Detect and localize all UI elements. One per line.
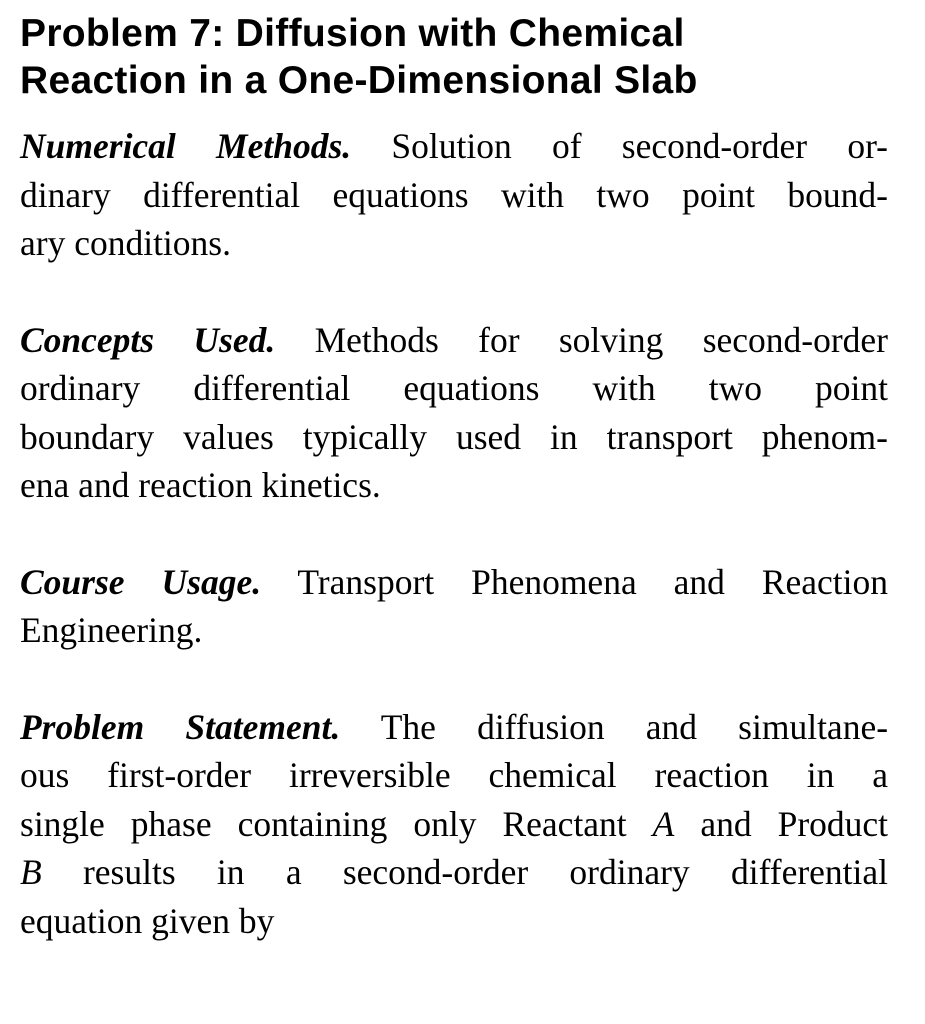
problem-statement-line-5: equation given by	[20, 900, 275, 941]
course-usage-line-1: Transport Phenomena and Reaction	[297, 561, 888, 602]
problem-statement-paragraph	[20, 703, 888, 946]
problem-title-line-2: Reaction in a One-Dimensional Slab	[20, 59, 698, 102]
problem-statement-heading: Problem Statement.	[20, 706, 341, 747]
concepts-used-line-2: ordinary differential equations with two point	[20, 368, 888, 408]
concepts-used-line-3: boundary values typically used in transport phenom-	[20, 416, 888, 457]
course-usage-line-2: Engineering.	[20, 610, 203, 650]
problem-statement-line-1: The diffusion and simultane-	[380, 706, 889, 747]
concepts-used-paragraph	[20, 316, 888, 510]
problem-statement-line-3a: single phase containing only Reactant	[20, 803, 627, 844]
numerical-methods-heading: Numerical Methods.	[20, 126, 352, 166]
numerical-methods-line-3: ary conditions.	[20, 223, 231, 263]
numerical-methods-line-1: Solution of second-order or-	[391, 126, 889, 166]
concepts-used-line-1: Methods for solving second-order	[314, 319, 888, 360]
concepts-used-heading: Concepts Used.	[20, 319, 276, 360]
course-usage-paragraph	[20, 558, 888, 655]
concepts-used-line-4: ena and reaction kinetics.	[20, 465, 381, 505]
problem-statement-line-4-text: results in a second-order ordinary differential	[82, 852, 888, 892]
product-b-symbol: B	[20, 852, 42, 892]
problem-statement-line-4	[20, 848, 888, 897]
course-usage-heading: Course Usage.	[20, 561, 262, 602]
numerical-methods-paragraph	[20, 122, 888, 268]
numerical-methods-line-2: dinary differential equations with two point bound-	[20, 174, 888, 215]
reactant-a-symbol: A	[652, 803, 675, 844]
problem-statement-line-3	[20, 800, 888, 849]
problem-title	[20, 10, 888, 104]
problem-statement-line-2: ous first-order irreversible chemical reaction in a	[20, 755, 888, 795]
problem-title-line-1: Problem 7: Diffusion with Chemical	[20, 12, 685, 55]
problem-statement-line-3b: and Product	[700, 803, 889, 844]
document-page	[20, 10, 888, 945]
